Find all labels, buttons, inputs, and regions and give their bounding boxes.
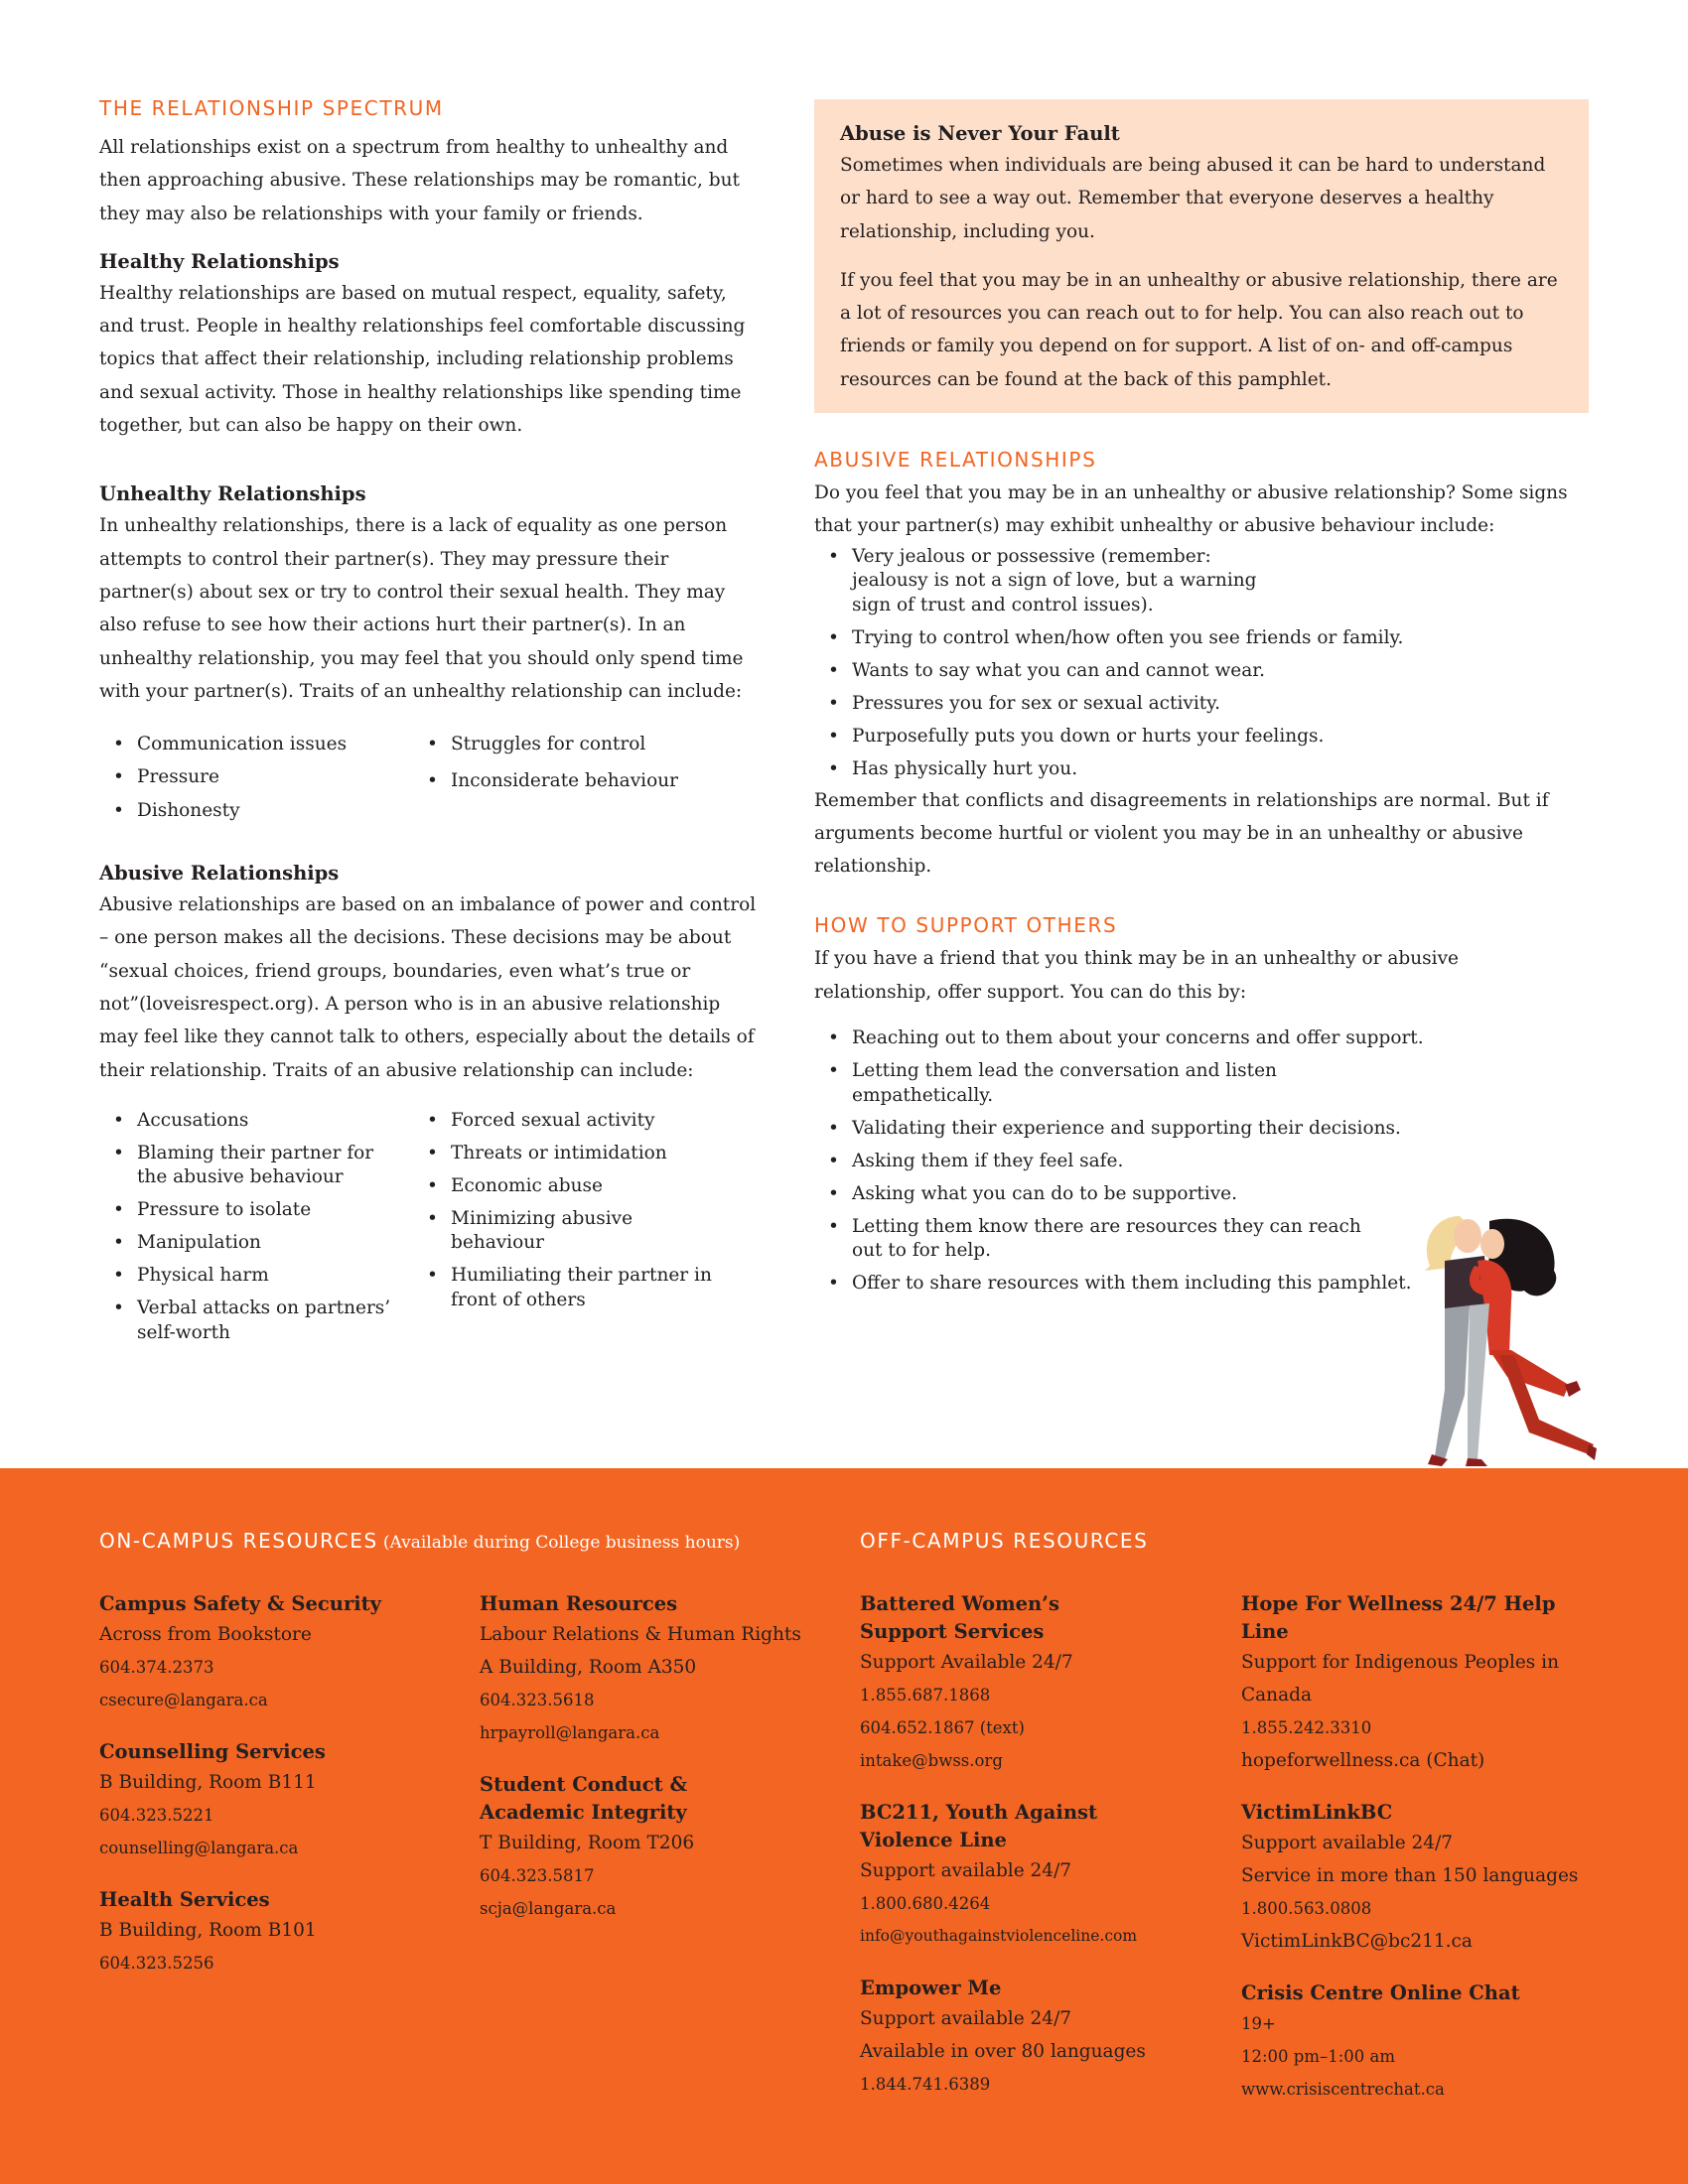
resource-email[interactable]: scja@langara.ca xyxy=(480,1899,617,1918)
resource-line: Support available 24/7 xyxy=(860,1860,1072,1881)
callout-p1: Sometimes when individuals are being abused it can be hard to understand or hard to see a way out. Remember that everyone deserves a healthy relationship, including you. xyxy=(840,155,1546,242)
resource-name: Hope For Wellness 24/7 Help Line xyxy=(1241,1592,1556,1643)
list-item: • Very jealous or possessive (remember: jealousy is not a sign of love, but a warning sign of trust and control issues). xyxy=(814,545,1291,618)
off-campus-col-2 xyxy=(1241,1590,1599,2127)
support-heading: HOW TO SUPPORT OTHERS xyxy=(814,913,1118,938)
resource-campus-safety xyxy=(99,1590,447,1716)
off-campus-heading-row xyxy=(860,1528,1148,1554)
resource-name: Counselling Services xyxy=(99,1740,326,1763)
list-item: • Physical harm xyxy=(99,1264,393,1289)
right-column xyxy=(814,99,1589,1304)
list-item: • Has physically hurt you. xyxy=(814,757,1430,782)
resource-phone[interactable]: 1.800.680.4264 xyxy=(860,1894,991,1913)
healthy-body: Healthy relationships are based on mutual respect, equality, safety, and trust. People in healthy relationships feel comfortable discussing topics that affect their relationship, including relationship problems and sexual activity. Those in healthy relationships like spending time together, but can also be happy on their own. xyxy=(99,282,746,437)
resource-line: A Building, Room A350 xyxy=(480,1657,697,1678)
resource-bc211 xyxy=(860,1799,1138,1953)
spectrum-intro: All relationships exist on a spectrum from healthy to unhealthy and then approaching abusive. These relationships may be romantic, but they may also be relationships with your family or friends. xyxy=(99,137,740,224)
callout-p2: If you feel that you may be in an unhealthy or abusive relationship, there are a lot of resources you can reach out to for help. You can also reach out to friends or family you depend on for support. A list of on- and off-campus resources can be found at the back of this pamphlet. xyxy=(840,269,1558,390)
unhealthy-traits xyxy=(99,728,765,827)
resource-line: Support available 24/7 xyxy=(1241,1833,1454,1853)
resource-link[interactable]: www.crisiscentrechat.ca xyxy=(1241,2080,1445,2099)
list-item: • Dishonesty xyxy=(99,794,413,827)
off-campus-heading: OFF-CAMPUS RESOURCES xyxy=(860,1529,1149,1553)
resource-name: Empower Me xyxy=(860,1977,1002,1999)
list-item: • Purposefully puts you down or hurts your feelings. xyxy=(814,725,1430,750)
list-item: • Pressure xyxy=(99,760,413,793)
resource-counselling xyxy=(99,1738,447,1864)
abusive-traits xyxy=(99,1109,765,1354)
resource-line: Support Available 24/7 xyxy=(860,1652,1073,1673)
resource-email[interactable]: counselling@langara.ca xyxy=(99,1839,299,1857)
unhealthy-body: In unhealthy relationships, there is a lack of equality as one person attempts to control their partner(s). They may pressure their partner(s) about sex or try to control their sexual health. They may also refuse to see how their actions hurt their partner(s). In an unhealthy relationship, you may feel that you should only spend time with your partner(s). Traits of an unhealthy relationship can include: xyxy=(99,515,744,702)
list-item: • Humiliating their partner in front of others xyxy=(413,1264,731,1312)
resource-phone[interactable]: 604.652.1867 (text) xyxy=(860,1718,1025,1737)
resource-line: B Building, Room B111 xyxy=(99,1772,317,1793)
abusive-signs-list xyxy=(814,545,1430,782)
on-campus-col-2 xyxy=(480,1590,837,1947)
resource-name: BC211, Youth Against Violence Line xyxy=(860,1801,1097,1851)
abusive-body: Abusive relationships are based on an imbalance of power and control – one person makes all the decisions. These decisions may be about “sexual choices, friend groups, boundaries, even what’s true or not”(loveisrespect.org). A person who is in an abusive relationship may feel like they cannot talk to others, especially about the details of their relationship. Traits of an abusive relationship can include: xyxy=(99,894,757,1081)
list-item: • Wants to say what you can and cannot wear. xyxy=(814,659,1430,684)
resource-email[interactable]: hrpayroll@langara.ca xyxy=(480,1723,660,1742)
resource-bwss xyxy=(860,1590,1073,1777)
resource-victimlinkbc xyxy=(1241,1799,1599,1958)
resource-phone[interactable]: 604.323.5221 xyxy=(99,1806,214,1825)
support-intro: If you have a friend that you think may be in an unhealthy or abusive relationship, offer support. You can do this by: xyxy=(814,948,1459,1003)
list-item: • Struggles for control xyxy=(413,728,727,760)
hugging-people-illustration xyxy=(1390,1206,1618,1474)
resource-phone[interactable]: 604.374.2373 xyxy=(99,1658,214,1677)
resource-line: Service in more than 150 languages xyxy=(1241,1865,1579,1886)
resource-hope-for-wellness xyxy=(1241,1590,1599,1777)
support-list xyxy=(814,1026,1430,1297)
list-item: • Minimizing abusive behaviour xyxy=(413,1207,731,1256)
list-item: • Letting them lead the conversation and listen empathetically. xyxy=(814,1059,1291,1108)
unhealthy-heading: Unhealthy Relationships xyxy=(99,482,366,506)
callout-box xyxy=(814,99,1589,413)
resource-link[interactable]: hopeforwellness.ca (Chat) xyxy=(1241,1750,1485,1771)
resource-health xyxy=(99,1886,447,1979)
list-item: • Asking what you can do to be supportive. xyxy=(814,1182,1430,1207)
list-item: • Pressure to isolate xyxy=(99,1198,393,1223)
resource-empower-me xyxy=(860,1975,1217,2101)
resource-crisis-centre xyxy=(1241,1979,1599,2106)
resource-phone[interactable]: 1.844.741.6389 xyxy=(860,2075,991,2094)
resource-line: Support for Indigenous Peoples in Canada xyxy=(1241,1652,1560,1706)
resource-phone[interactable]: 1.800.563.0808 xyxy=(1241,1899,1372,1918)
resource-line: Labour Relations & Human Rights xyxy=(480,1624,801,1645)
list-item: • Asking them if they feel safe. xyxy=(814,1150,1430,1174)
on-campus-col-1 xyxy=(99,1590,447,2001)
resource-email[interactable]: VictimLinkBC@bc211.ca xyxy=(1241,1931,1473,1952)
resource-line: Available in over 80 languages xyxy=(860,2041,1146,2062)
resource-line: Support available 24/7 xyxy=(860,2008,1072,2029)
list-item: • Offer to share resources with them including this pamphlet. xyxy=(814,1272,1430,1297)
healthy-heading: Healthy Relationships xyxy=(99,249,340,273)
resource-phone[interactable]: 604.323.5618 xyxy=(480,1691,595,1709)
resource-name: Human Resources xyxy=(480,1592,678,1615)
resource-name: VictimLinkBC xyxy=(1241,1801,1393,1824)
resource-email[interactable]: intake@bwss.org xyxy=(860,1751,1003,1770)
list-item: • Threats or intimidation xyxy=(413,1142,731,1166)
list-item: • Forced sexual activity xyxy=(413,1109,731,1134)
abusive-section-closing: Remember that conflicts and disagreements in relationships are normal. But if arguments become hurtful or violent you may be in an unhealthy or abusive relationship. xyxy=(814,789,1549,878)
resource-email[interactable]: info@youthagainstviolenceline.com xyxy=(860,1927,1138,1945)
abusive-section-heading: ABUSIVE RELATIONSHIPS xyxy=(814,448,1097,472)
spectrum-heading: THE RELATIONSHIP SPECTRUM xyxy=(99,96,444,120)
list-item: • Pressures you for sex or sexual activity. xyxy=(814,692,1430,717)
resource-hours: 12:00 pm–1:00 am xyxy=(1241,2047,1396,2066)
list-item: • Letting them know there are resources they can reach out to for help. xyxy=(814,1215,1390,1264)
resource-line: 19+ xyxy=(1241,2014,1276,2033)
left-column xyxy=(99,95,765,1354)
abusive-section-intro: Do you feel that you may be in an unhealthy or abusive relationship? Some signs that your partner(s) may exhibit unhealthy or abusive behaviour include: xyxy=(814,482,1568,537)
list-item: • Manipulation xyxy=(99,1231,393,1256)
list-item: • Blaming their partner for the abusive behaviour xyxy=(99,1142,393,1190)
list-item: • Inconsiderate behaviour xyxy=(413,764,727,797)
abusive-traits-left xyxy=(99,1109,413,1354)
unhealthy-traits-left xyxy=(99,728,413,827)
resource-name: Crisis Centre Online Chat xyxy=(1241,1981,1520,2004)
resource-human-resources xyxy=(480,1590,837,1749)
on-campus-heading: ON-CAMPUS RESOURCES xyxy=(99,1529,378,1553)
list-item: • Accusations xyxy=(99,1109,393,1134)
resources-footer xyxy=(0,1468,1688,2184)
resource-name: Student Conduct & Academic Integrity xyxy=(480,1773,688,1824)
on-campus-availability: (Available during College business hours) xyxy=(382,1533,741,1553)
resource-email[interactable]: csecure@langara.ca xyxy=(99,1691,268,1709)
resource-student-conduct xyxy=(480,1771,708,1925)
list-item: • Verbal attacks on partners’ self-worth xyxy=(99,1297,393,1345)
abusive-traits-right xyxy=(413,1109,751,1354)
list-item: • Trying to control when/how often you see friends or family. xyxy=(814,626,1430,651)
abusive-heading: Abusive Relationships xyxy=(99,862,340,886)
callout-heading: Abuse is Never Your Fault xyxy=(840,122,1120,145)
list-item: • Communication issues xyxy=(99,728,413,760)
list-item: • Economic abuse xyxy=(413,1174,731,1199)
resource-phone[interactable]: 1.855.687.1868 xyxy=(860,1686,991,1705)
resource-phone[interactable]: 604.323.5817 xyxy=(480,1866,595,1885)
resource-name: Health Services xyxy=(99,1888,270,1911)
list-item: • Validating their experience and supporting their decisions. xyxy=(814,1117,1430,1142)
resource-line: T Building, Room T206 xyxy=(480,1833,695,1853)
resource-line: Across from Bookstore xyxy=(99,1624,312,1645)
resource-name: Campus Safety & Security xyxy=(99,1592,381,1615)
resource-name: Battered Women’s Support Services xyxy=(860,1592,1059,1643)
resource-line: B Building, Room B101 xyxy=(99,1920,317,1941)
list-item: • Reaching out to them about your concerns and offer support. xyxy=(814,1026,1430,1051)
off-campus-col-1 xyxy=(860,1590,1217,2122)
unhealthy-traits-right xyxy=(413,728,727,827)
on-campus-heading-row xyxy=(99,1528,740,1554)
resource-phone[interactable]: 1.855.242.3310 xyxy=(1241,1718,1372,1737)
resource-phone[interactable]: 604.323.5256 xyxy=(99,1954,214,1973)
